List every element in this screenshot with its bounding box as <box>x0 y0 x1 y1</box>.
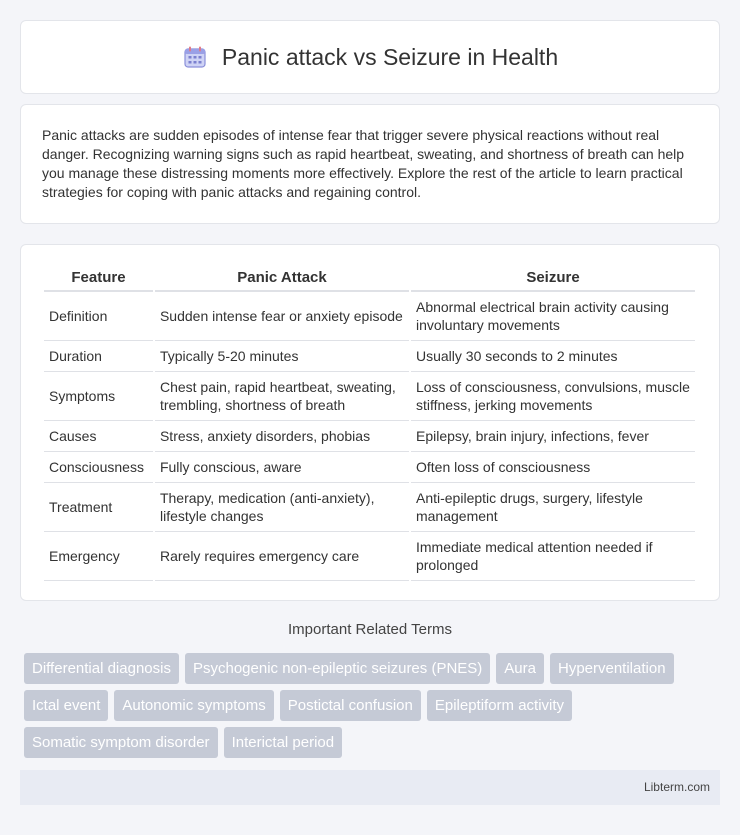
table-cell: Emergency <box>44 532 153 581</box>
related-terms-list <box>24 653 724 764</box>
table-cell: Symptoms <box>44 372 153 421</box>
table-cell: Fully conscious, aware <box>155 452 409 483</box>
table-cell: Rarely requires emergency care <box>155 532 409 581</box>
table-cell: Therapy, medication (anti-anxiety), lifestyle changes <box>155 483 409 532</box>
table-cell: Immediate medical attention needed if prolonged <box>411 532 695 581</box>
table-cell: Epilepsy, brain injury, infections, fever <box>411 421 695 452</box>
table-cell: Loss of consciousness, convulsions, muscle stiffness, jerking movements <box>411 372 695 421</box>
related-term-tag[interactable]: Somatic symptom disorder <box>24 727 218 758</box>
calendar-icon <box>182 44 208 70</box>
table-cell: Typically 5-20 minutes <box>155 341 409 372</box>
table-cell: Often loss of consciousness <box>411 452 695 483</box>
table-row <box>44 483 695 532</box>
related-terms-title: Important Related Terms <box>288 621 452 638</box>
table-row <box>44 532 695 581</box>
comparison-table-card <box>20 244 720 601</box>
table-cell: Abnormal electrical brain activity causing involuntary movements <box>411 292 695 341</box>
related-term-tag[interactable]: Psychogenic non-epileptic seizures (PNES) <box>185 653 490 684</box>
table-cell: Stress, anxiety disorders, phobias <box>155 421 409 452</box>
page-title: Panic attack vs Seizure in Health <box>221 43 559 70</box>
related-term-tag[interactable]: Postictal confusion <box>280 690 421 721</box>
header-panic-attack: Panic Attack <box>155 265 409 292</box>
related-term-tag[interactable]: Interictal period <box>224 727 343 758</box>
table-cell: Causes <box>44 421 153 452</box>
table-row <box>44 421 695 452</box>
related-term-tag[interactable]: Ictal event <box>24 690 108 721</box>
header-feature: Feature <box>44 265 153 292</box>
table-cell: Sudden intense fear or anxiety episode <box>155 292 409 341</box>
intro-card <box>20 104 720 224</box>
table-cell: Treatment <box>44 483 153 532</box>
related-term-tag[interactable]: Differential diagnosis <box>24 653 179 684</box>
title-card <box>20 20 720 94</box>
related-term-tag[interactable]: Aura <box>496 653 544 684</box>
footer-brand-link[interactable]: Libterm.com <box>643 780 710 794</box>
footer <box>20 770 720 805</box>
table-row <box>44 341 695 372</box>
table-row <box>44 372 695 421</box>
header-seizure: Seizure <box>411 265 695 292</box>
table-header-row <box>44 265 695 292</box>
table-cell: Usually 30 seconds to 2 minutes <box>411 341 695 372</box>
table-row <box>44 292 695 341</box>
related-term-tag[interactable]: Epileptiform activity <box>427 690 572 721</box>
intro-text: Panic attacks are sudden episodes of intense fear that trigger severe physical reactions without real danger. Recognizing warning signs such as rapid heartbeat, sweating, and shortness of breath can help you manage these distressing moments more effectively. Explore the rest of the article to learn practical strategies for coping with panic attacks and regaining control. <box>42 127 685 200</box>
table-cell: Chest pain, rapid heartbeat, sweating, trembling, shortness of breath <box>155 372 409 421</box>
table-cell: Definition <box>44 292 153 341</box>
comparison-table <box>42 265 697 581</box>
table-cell: Consciousness <box>44 452 153 483</box>
table-cell: Duration <box>44 341 153 372</box>
related-term-tag[interactable]: Autonomic symptoms <box>114 690 273 721</box>
table-cell: Anti-epileptic drugs, surgery, lifestyle management <box>411 483 695 532</box>
related-term-tag[interactable]: Hyperventilation <box>550 653 674 684</box>
table-row <box>44 452 695 483</box>
